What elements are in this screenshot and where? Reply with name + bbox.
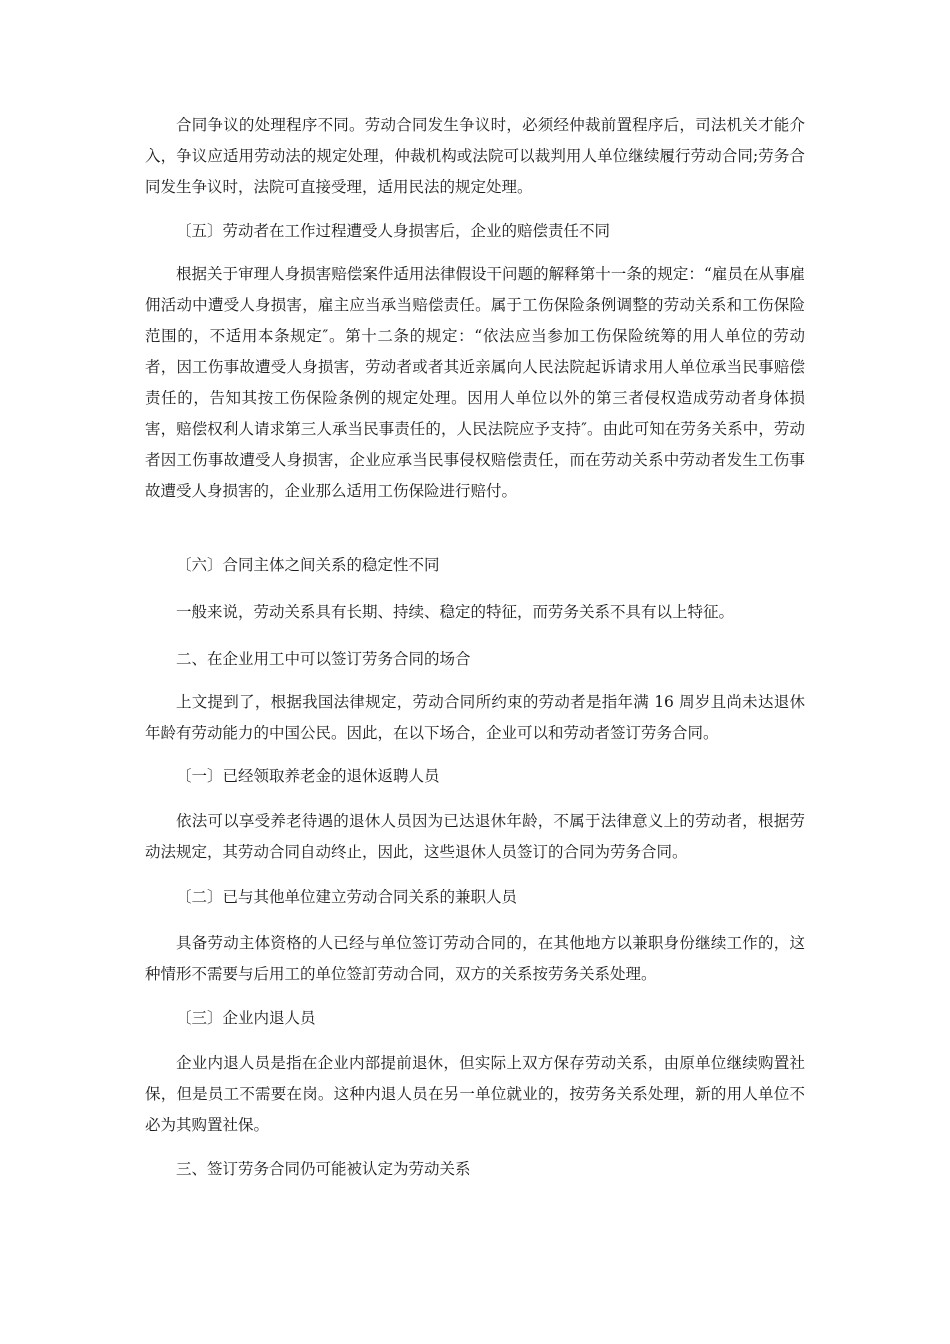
paragraph-parttime: 具备劳动主体资格的人已经与单位签订劳动合同的，在其他地方以兼职身份继续工作的，这种情形不需要与后用工的单位签訂劳动合同，双方的关系按劳务关系处理。 <box>145 934 805 983</box>
heading-3-internal-retired: 〔三〕企业内退人员 <box>176 1009 316 1027</box>
paragraph-dispute-procedure: 合同争议的处理程序不同。劳动合同发生争议时，必须经仲裁前置程序后，司法机关才能介入，争议应适用劳动法的规定处理，仲裁机构或法院可以裁判用人单位继续履行劳动合同;劳务合同发生争议时，法院可直接受理，适用民法的规定处理。 <box>145 116 805 196</box>
heading-2-parttime: 〔二〕已与其他单位建立劳动合同关系的兼职人员 <box>176 888 518 906</box>
heading-section-3: 三、签订劳务合同仍可能被认定为劳动关系 <box>176 1160 471 1178</box>
paragraph-internal-retired: 企业内退人员是指在企业内部提前退休，但实际上双方保存劳动关系，由原单位继续购置社保，但是员工不需要在岗。这种内退人员在另一单位就业的，按劳务关系处理，新的用人单位不必为其购置社保。 <box>145 1054 805 1134</box>
heading-1-retired: 〔一〕已经领取养老金的退休返聘人员 <box>176 767 440 785</box>
heading-5-compensation: 〔五〕劳动者在工作过程遭受人身损害后，企业的赔偿责任不同 <box>176 222 611 240</box>
paragraph-compensation-rules: 根据关于审理人身损害赔偿案件适用法律假设干问题的解释第十一条的规定：“雇员在从事雇佣活动中遭受人身损害，雇主应当承当赔偿责任。属于工伤保险条例调整的劳动关系和工伤保险范围的，不适用本条规定″。第十二条的规定：“依法应当参加工伤保险统筹的用人单位的劳动者，因工伤事故遭受人身损害，劳动者或者其近亲属向人民法院起诉请求用人单位承当民事赔偿责任的，告知其按工伤保险条例的规定处理。因用人单位以外的第三者侵权造成劳动者身体损害，赔偿权利人请求第三人承当民事责任的，人民法院应予支持″。由此可知在劳务关系中，劳动者因工伤事故遭受人身损害，企业应承当民事侵权赔偿责任，而在劳动关系中劳动者发生工伤事故遭受人身损害的，企业那么适用工伤保险进行赔付。 <box>145 265 805 500</box>
heading-6-stability: 〔六〕合同主体之间关系的稳定性不同 <box>176 556 440 574</box>
heading-section-2: 二、在企业用工中可以签订劳务合同的场合 <box>176 650 471 668</box>
paragraph-retired: 依法可以享受养老待遇的退休人员因为已达退休年龄，不属于法律意义上的劳动者，根据劳动法规定，其劳动合同自动终止，因此，这些退休人员签订的合同为劳务合同。 <box>145 812 805 861</box>
paragraph-section-2-intro: 上文提到了，根据我国法律规定，劳动合同所约束的劳动者是指年满 16 周岁且尚未达退休年龄有劳动能力的中国公民。因此，在以下场合，企业可以和劳动者签订劳务合同。 <box>145 693 805 742</box>
paragraph-stability: 一般来说，劳动关系具有长期、持续、稳定的特征，而劳务关系不具有以上特征。 <box>176 603 735 621</box>
